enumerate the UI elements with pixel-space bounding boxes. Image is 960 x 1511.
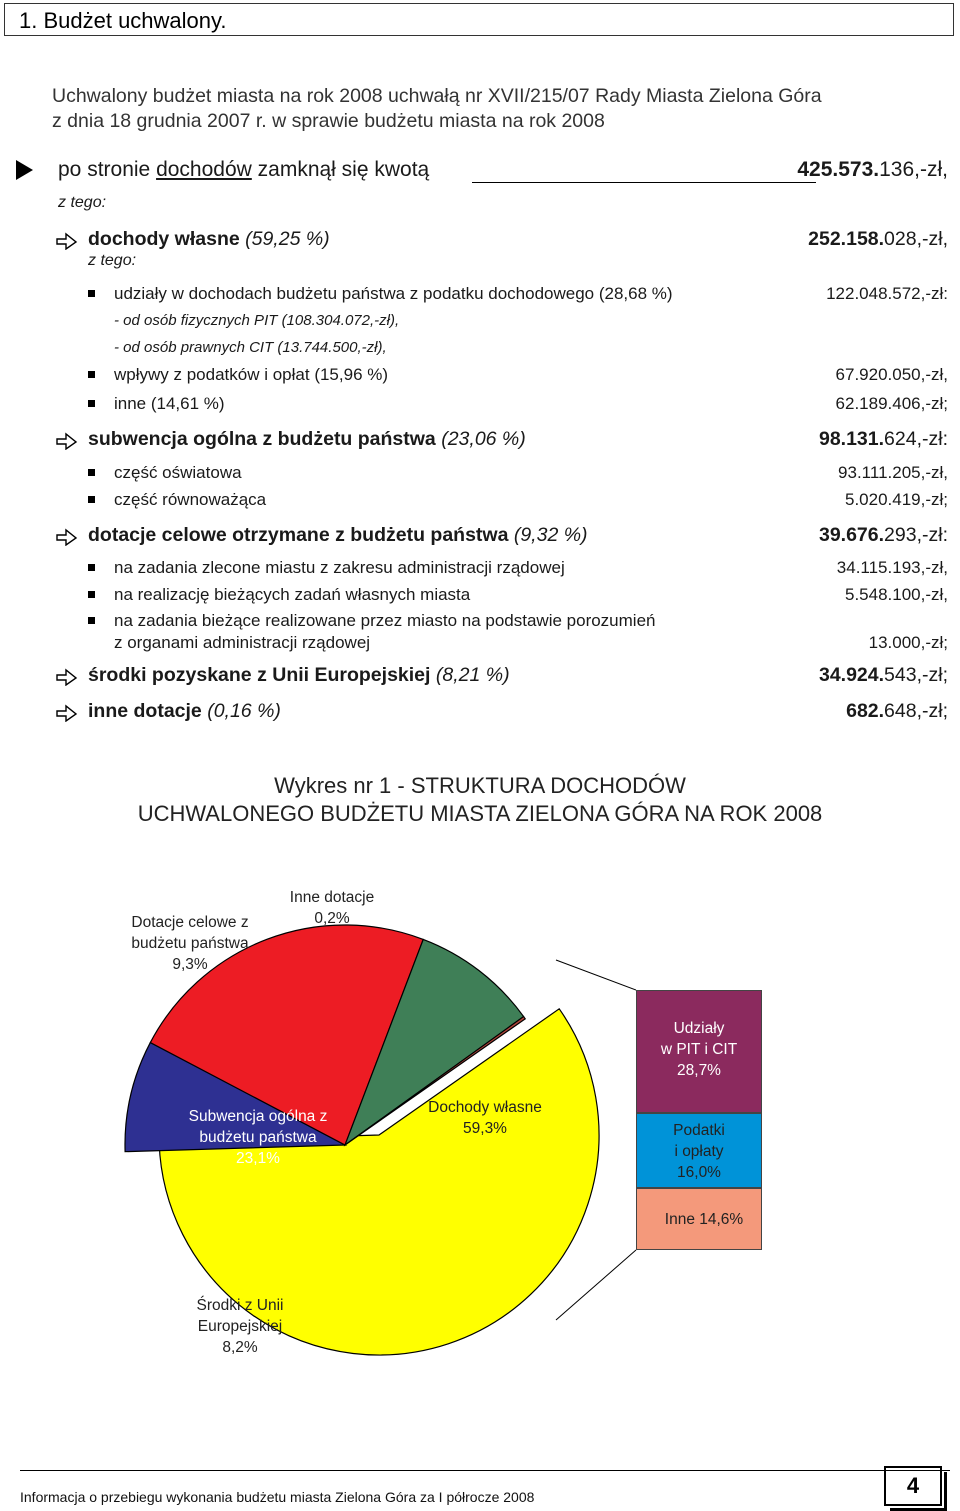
grants-sub-amount: 34.115.193,-zł, (836, 558, 948, 577)
label-dotacje (110, 912, 270, 975)
footer-text: Informacja o przebiegu wykonania budżetu miasta Zielona Góra za I półrocze 2008 (20, 1489, 535, 1505)
connector-line-top (556, 960, 636, 990)
eu-amount-rest: 543,-zł; (884, 664, 948, 686)
grants-sub-label-cont: z organami administracji rządowej (114, 633, 371, 652)
label-srodki-ue (170, 1295, 310, 1358)
label-dotacje-line2: budżetu państwa (131, 935, 249, 952)
subsidy-label: subwencja ogólna z budżetu państwa (88, 428, 436, 450)
grants-amount-main: 39.676. (818, 524, 885, 546)
subsidy-sub-label: część równoważąca (114, 490, 267, 509)
grants-sub-label: na zadania bieżące realizowane przez miasto na podstawie porozumień (114, 611, 656, 630)
label-subwencja-value: 23,1% (236, 1150, 280, 1167)
subsidy-amount-rest: 624,-zł: (884, 428, 948, 450)
label-inne-line1: Inne 14,6% (664, 1211, 744, 1228)
own-income-amount-main: 252.158. (808, 228, 885, 250)
subsidy-amount-main: 98.131. (818, 428, 885, 450)
own-sub-amount: 67.920.050,-zł, (835, 365, 948, 384)
subsidy-sub-amount: 93.111.205,-zł, (838, 463, 948, 482)
pit-line: - od osób fizycznych PIT (108.304.072,-zł), (114, 312, 400, 329)
intro-line-1: Uchwalony budżet miasta na rok 2008 uchwałą nr XVII/215/07 Rady Miasta Zielona Góra (52, 85, 822, 107)
label-pit-cit (636, 1018, 762, 1081)
cit-line: - od osób prawnych CIT (13.744.500,-zł), (114, 339, 387, 356)
label-srodki-value: 8,2% (222, 1339, 258, 1356)
summary-amount-main: 425.573. (797, 158, 880, 181)
own-sub-label: inne (14,61 %) (114, 394, 225, 413)
grants-amount-rest: 293,-zł: (884, 524, 948, 546)
label-inne-dotacje-line1: Inne dotacje (289, 889, 375, 906)
other-pct: (0,16 %) (207, 700, 281, 722)
label-inne-dotacje (262, 887, 402, 929)
grants-pct: (9,32 %) (513, 524, 588, 546)
subsidy-sub-label: część oświatowa (114, 463, 242, 482)
z-tego-label: z tego: (88, 252, 137, 269)
grants-sub-amount: 5.548.100,-zł, (844, 585, 948, 604)
label-pit-line1: Udziały (673, 1020, 725, 1037)
label-podatki-value: 16,0% (677, 1164, 721, 1181)
grants-sub-amount: 13.000,-zł; (868, 633, 948, 652)
label-dochody-wlasne (410, 1097, 560, 1139)
summary-prefix: po stronie (58, 158, 157, 181)
label-pit-value: 28,7% (677, 1062, 721, 1079)
label-inne-dotacje-value: 0,2% (314, 910, 350, 927)
other-amount-rest: 648,-zł; (884, 700, 948, 722)
summary-keyword: dochodów (156, 158, 252, 181)
label-inne (636, 1209, 772, 1230)
label-dochody-value: 59,3% (463, 1120, 507, 1137)
own-income-label: dochody własne (88, 228, 240, 250)
own-sub-amount: 122.048.572,-zł: (826, 284, 948, 303)
grants-sub-label: na realizację bieżących zadań własnych miasta (114, 585, 471, 604)
label-pit-line2: w PIT i CIT (660, 1041, 738, 1058)
z-tego-label: z tego: (58, 194, 107, 211)
label-subwencja-line2: budżetu państwa (199, 1129, 317, 1146)
footer-divider (20, 1470, 950, 1471)
connector-line-bottom (556, 1250, 636, 1320)
subsidy-pct: (23,06 %) (441, 428, 526, 450)
chart-subtitle: UCHWALONEGO BUDŻETU MIASTA ZIELONA GÓRA NA ROK 2008 (137, 801, 823, 826)
own-sub-label: wpływy z podatków i opłat (15,96 %) (114, 365, 389, 384)
section-title: 1. Budżet uchwalony. (19, 8, 227, 33)
summary-suffix: zamknął się kwotą (251, 158, 430, 181)
page-number: 4 (884, 1466, 942, 1506)
eu-pct: (8,21 %) (435, 664, 510, 686)
other-label: inne dotacje (88, 700, 202, 722)
label-dochody-line1: Dochody własne (428, 1099, 542, 1116)
intro-line-2: z dnia 18 grudnia 2007 r. w sprawie budżetu miasta na rok 2008 (52, 110, 605, 132)
own-income-amount-rest: 028,-zł, (884, 228, 948, 250)
eu-label: środki pozyskane z Unii Europejskiej (88, 664, 431, 686)
label-srodki-line1: Środki z Unii (196, 1297, 284, 1314)
label-podatki-line1: Podatki (673, 1122, 725, 1139)
label-dotacje-line1: Dotacje celowe z (131, 914, 249, 931)
subsidy-sub-amount: 5.020.419,-zł; (844, 490, 948, 509)
eu-amount-main: 34.924. (818, 664, 885, 686)
summary-amount-rest: 136,-zł, (879, 158, 948, 181)
label-podatki (636, 1120, 762, 1183)
own-income-pct: (59,25 %) (245, 228, 330, 250)
other-amount-main: 682. (846, 700, 885, 722)
grants-sub-label: na zadania zlecone miastu z zakresu administracji rządowej (114, 558, 565, 577)
chart-title: Wykres nr 1 - STRUKTURA DOCHODÓW (274, 773, 686, 798)
grants-label: dotacje celowe otrzymane z budżetu państwa (88, 524, 509, 546)
label-srodki-line2: Europejskiej (197, 1318, 283, 1335)
label-podatki-line2: i opłaty (674, 1143, 724, 1160)
label-subwencja (170, 1106, 346, 1169)
own-sub-amount: 62.189.406,-zł; (835, 394, 948, 413)
label-subwencja-line1: Subwencja ogólna z (188, 1108, 328, 1125)
label-dotacje-value: 9,3% (172, 956, 208, 973)
own-sub-label: udziały w dochodach budżetu państwa z podatku dochodowego (28,68 %) (114, 284, 673, 303)
